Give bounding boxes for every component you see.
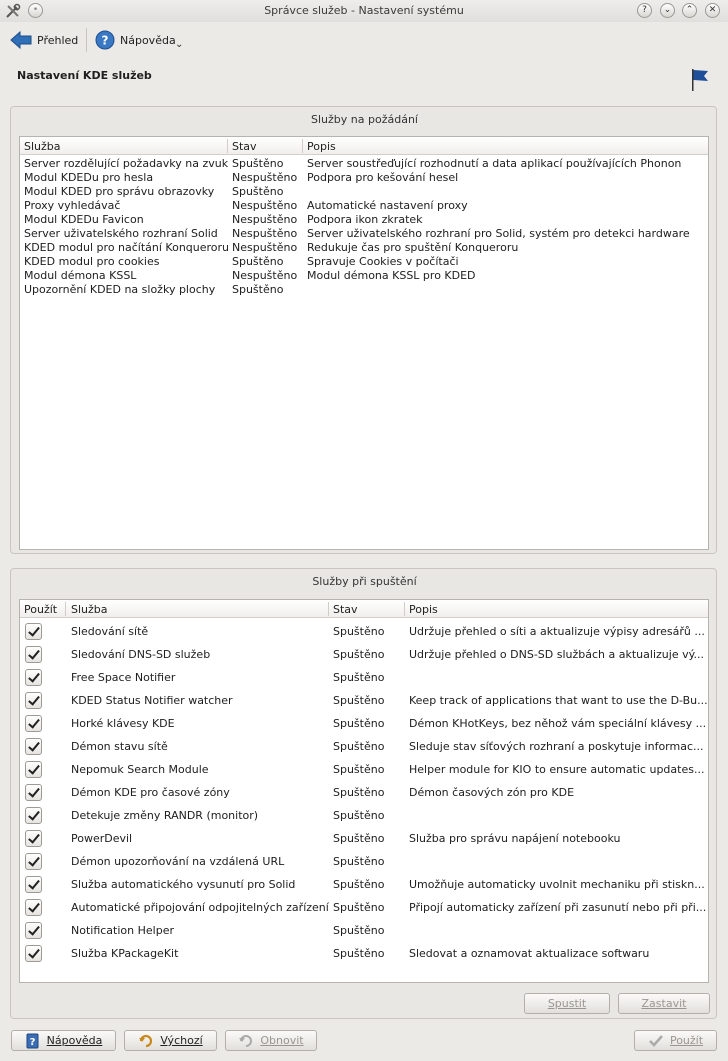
cell-description: Server soustřeďující rozhodnutí a data aplikací používajících Phonon — [307, 157, 682, 170]
minimize-icon[interactable]: ⌄ — [660, 3, 675, 18]
table-row[interactable] — [20, 241, 708, 255]
back-arrow-icon — [10, 31, 32, 49]
table-row[interactable] — [20, 213, 708, 227]
column-service[interactable]: Služba — [24, 140, 61, 153]
table-row[interactable] — [20, 805, 708, 828]
column-description[interactable]: Popis — [409, 603, 438, 616]
cell-description: Démon časových zón pro KDE — [409, 786, 575, 799]
table-row[interactable] — [20, 644, 708, 667]
cell-status: Spuštěno — [333, 809, 385, 822]
use-checkbox[interactable] — [25, 830, 42, 847]
cell-service: KDED modul pro cookies — [24, 255, 160, 268]
cell-service: Démon stavu sítě — [71, 740, 168, 753]
use-checkbox[interactable] — [25, 807, 42, 824]
checkmark-icon — [648, 1033, 664, 1049]
help-book-icon — [25, 1033, 41, 1049]
cell-service: Démon upozorňování na vzdálená URL — [71, 855, 285, 868]
column-service[interactable]: Služba — [71, 603, 108, 616]
table-row[interactable] — [20, 736, 708, 759]
cell-service: KDED modul pro načítání Konqueroru — [24, 241, 230, 254]
cell-description: Modul démona KSSL pro KDED — [307, 269, 476, 282]
cell-description: Podpora ikon zkratek — [307, 213, 423, 226]
table-row[interactable] — [20, 255, 708, 269]
cell-description: Podpora pro kešování hesel — [307, 171, 459, 184]
apply-button[interactable] — [634, 1030, 717, 1051]
cell-status: Spuštěno — [333, 855, 385, 868]
cell-description: Služba pro správu napájení notebooku — [409, 832, 621, 845]
cell-service: Nepomuk Search Module — [71, 763, 209, 776]
flag-icon — [690, 68, 710, 95]
cell-description: Připojí automaticky zařízení při zasunutí nebo při při... — [409, 901, 707, 914]
cell-description: Udržuje přehled o DNS-SD službách a aktualizuje vý... — [409, 648, 705, 661]
cell-service: Horké klávesy KDE — [71, 717, 175, 730]
cell-service: Server rozdělující požadavky na zvuk — [24, 157, 229, 170]
cell-status: Nespuštěno — [232, 171, 298, 184]
cell-service: Detekuje změny RANDR (monitor) — [71, 809, 259, 822]
use-checkbox[interactable] — [25, 646, 42, 663]
reset-label: Obnovit — [260, 1034, 304, 1047]
cell-description: Keep track of applications that want to use the D-Bu... — [409, 694, 708, 707]
cell-description: Helper module for KIO to ensure automatic updates... — [409, 763, 705, 776]
cell-service: Služba automatického vysunutí pro Solid — [71, 878, 296, 891]
cell-status: Spuštěno — [232, 283, 284, 296]
help-toolbar-button[interactable] — [95, 28, 176, 52]
cell-description: Sleduje stav síťových rozhraní a poskytuje informac... — [409, 740, 704, 753]
column-description[interactable]: Popis — [307, 140, 336, 153]
cell-service: Proxy vyhledávač — [24, 199, 121, 212]
column-use[interactable]: Použít — [24, 603, 58, 616]
table-row[interactable] — [20, 713, 708, 736]
startup-header — [20, 600, 708, 618]
table-row[interactable] — [20, 171, 708, 185]
cell-status: Spuštěno — [333, 947, 385, 960]
cell-status: Spuštěno — [333, 694, 385, 707]
cell-status: Spuštěno — [333, 717, 385, 730]
cell-status: Nespuštěno — [232, 241, 298, 254]
table-row[interactable] — [20, 621, 708, 644]
reset-button[interactable] — [225, 1030, 317, 1051]
cell-description: Sledovat a oznamovat aktualizace softwaru — [409, 947, 650, 960]
pin-icon[interactable]: • — [28, 3, 43, 18]
cell-service: KDED Status Notifier watcher — [71, 694, 233, 707]
use-checkbox[interactable] — [25, 715, 42, 732]
page-title: Nastavení KDE služeb — [17, 69, 152, 82]
cell-description: Automatické nastavení proxy — [307, 199, 468, 212]
use-checkbox[interactable] — [25, 784, 42, 801]
table-row[interactable] — [20, 943, 708, 966]
table-row[interactable] — [20, 828, 708, 851]
cell-service: Modul démona KSSL — [24, 269, 137, 282]
cell-service: Sledování sítě — [71, 625, 149, 638]
close-icon[interactable]: ✕ — [705, 3, 720, 18]
table-row[interactable] — [20, 667, 708, 690]
apply-label: Použít — [669, 1034, 704, 1047]
cell-service: Upozornění KDED na složky plochy — [24, 283, 216, 296]
table-row[interactable] — [20, 920, 708, 943]
cell-service: Sledování DNS-SD služeb — [71, 648, 211, 661]
use-checkbox[interactable] — [25, 853, 42, 870]
cell-status: Nespuštěno — [232, 199, 298, 212]
cell-description: Server uživatelského rozhraní pro Solid, systém pro detekci hardware — [307, 227, 690, 240]
cell-service: Automatické připojování odpojitelných zařízení — [71, 901, 329, 914]
maximize-icon[interactable]: ⌃ — [682, 3, 697, 18]
use-checkbox[interactable] — [25, 669, 42, 686]
use-checkbox[interactable] — [25, 692, 42, 709]
start-button[interactable] — [524, 993, 610, 1014]
cell-status: Spuštěno — [333, 671, 385, 684]
cell-service: Démon KDE pro časové zóny — [71, 786, 230, 799]
cell-description: Démon KHotKeys, bez něhož vám speciální klávesy ... — [409, 717, 707, 730]
cell-status: Spuštěno — [333, 763, 385, 776]
table-row[interactable] — [20, 782, 708, 805]
on-demand-title: Služby na požádání — [311, 113, 418, 126]
overview-label: Přehled — [37, 33, 79, 47]
window-title: Správce služeb - Nastavení systému — [264, 4, 464, 17]
cell-service: Služba KPackageKit — [71, 947, 179, 960]
toolbar-separator — [86, 28, 87, 52]
on-demand-list[interactable] — [19, 136, 709, 550]
help-label: Nápověda — [46, 1034, 103, 1047]
cell-service: Modul KDEDu Favicon — [24, 213, 144, 226]
cell-status: Spuštěno — [333, 832, 385, 845]
use-checkbox[interactable] — [25, 899, 42, 916]
startup-title: Služby při spuštění — [312, 575, 417, 588]
help-button[interactable] — [11, 1030, 116, 1051]
column-status[interactable]: Stav — [333, 603, 358, 616]
help-icon[interactable]: ? — [637, 3, 652, 18]
cell-status: Spuštěno — [333, 878, 385, 891]
cell-service: PowerDevil — [71, 832, 133, 845]
use-checkbox[interactable] — [25, 623, 42, 640]
table-row[interactable] — [20, 199, 708, 213]
table-row[interactable] — [20, 227, 708, 241]
cell-status: Spuštěno — [232, 185, 284, 198]
use-checkbox[interactable] — [25, 922, 42, 939]
stop-button[interactable] — [618, 993, 710, 1014]
table-row[interactable] — [20, 851, 708, 874]
svg-text:?: ? — [29, 1036, 36, 1048]
startup-list[interactable] — [19, 599, 709, 983]
table-row[interactable] — [20, 185, 708, 199]
chevron-down-icon[interactable]: ⌄ — [175, 39, 184, 50]
cell-status: Nespuštěno — [232, 227, 298, 240]
table-row[interactable] — [20, 283, 708, 297]
table-row[interactable] — [20, 874, 708, 897]
table-row[interactable] — [20, 759, 708, 782]
cell-status: Spuštěno — [333, 786, 385, 799]
cell-service: Free Space Notifier — [71, 671, 176, 684]
table-row[interactable] — [20, 897, 708, 920]
start-label: Spustit — [547, 997, 587, 1010]
cell-status: Spuštěno — [333, 924, 385, 937]
use-checkbox[interactable] — [25, 738, 42, 755]
cell-description: Umožňuje automaticky uvolnit mechaniku při stiskn... — [409, 878, 705, 891]
undo-icon — [138, 1033, 154, 1049]
use-checkbox[interactable] — [25, 761, 42, 778]
table-row[interactable] — [20, 157, 708, 171]
help-circle-icon — [95, 30, 115, 50]
column-status[interactable]: Stav — [232, 140, 257, 153]
cell-status: Spuštěno — [333, 901, 385, 914]
overview-button[interactable] — [10, 28, 78, 52]
title-bar — [0, 0, 728, 22]
on-demand-header — [20, 137, 708, 155]
table-row[interactable] — [20, 269, 708, 283]
on-demand-group — [10, 106, 717, 554]
reset-icon — [238, 1033, 254, 1049]
cell-status: Nespuštěno — [232, 213, 298, 226]
cell-service: Notification Helper — [71, 924, 174, 937]
stop-label: Zastavit — [641, 997, 687, 1010]
cell-status: Spuštěno — [232, 255, 284, 268]
cell-status: Nespuštěno — [232, 269, 298, 282]
cell-description: Redukuje čas pro spuštění Konqueroru — [307, 241, 519, 254]
cell-service: Modul KDEDu pro hesla — [24, 171, 154, 184]
svg-text:?: ? — [101, 33, 109, 48]
cell-description: Udržuje přehled o síti a aktualizuje výpisy adresářů ... — [409, 625, 705, 638]
help-toolbar-label: Nápověda — [120, 33, 176, 47]
cell-description: Spravuje Cookies v počítači — [307, 255, 459, 268]
cell-status: Spuštěno — [333, 740, 385, 753]
table-row[interactable] — [20, 690, 708, 713]
cell-status: Spuštěno — [333, 625, 385, 638]
cell-service: Modul KDED pro správu obrazovky — [24, 185, 215, 198]
use-checkbox[interactable] — [25, 945, 42, 962]
cell-service: Server uživatelského rozhraní Solid — [24, 227, 218, 240]
defaults-label: Výchozí — [160, 1034, 203, 1047]
defaults-button[interactable] — [124, 1030, 217, 1051]
startup-group — [10, 568, 717, 1019]
cell-status: Spuštěno — [232, 157, 284, 170]
cell-status: Spuštěno — [333, 648, 385, 661]
use-checkbox[interactable] — [25, 876, 42, 893]
